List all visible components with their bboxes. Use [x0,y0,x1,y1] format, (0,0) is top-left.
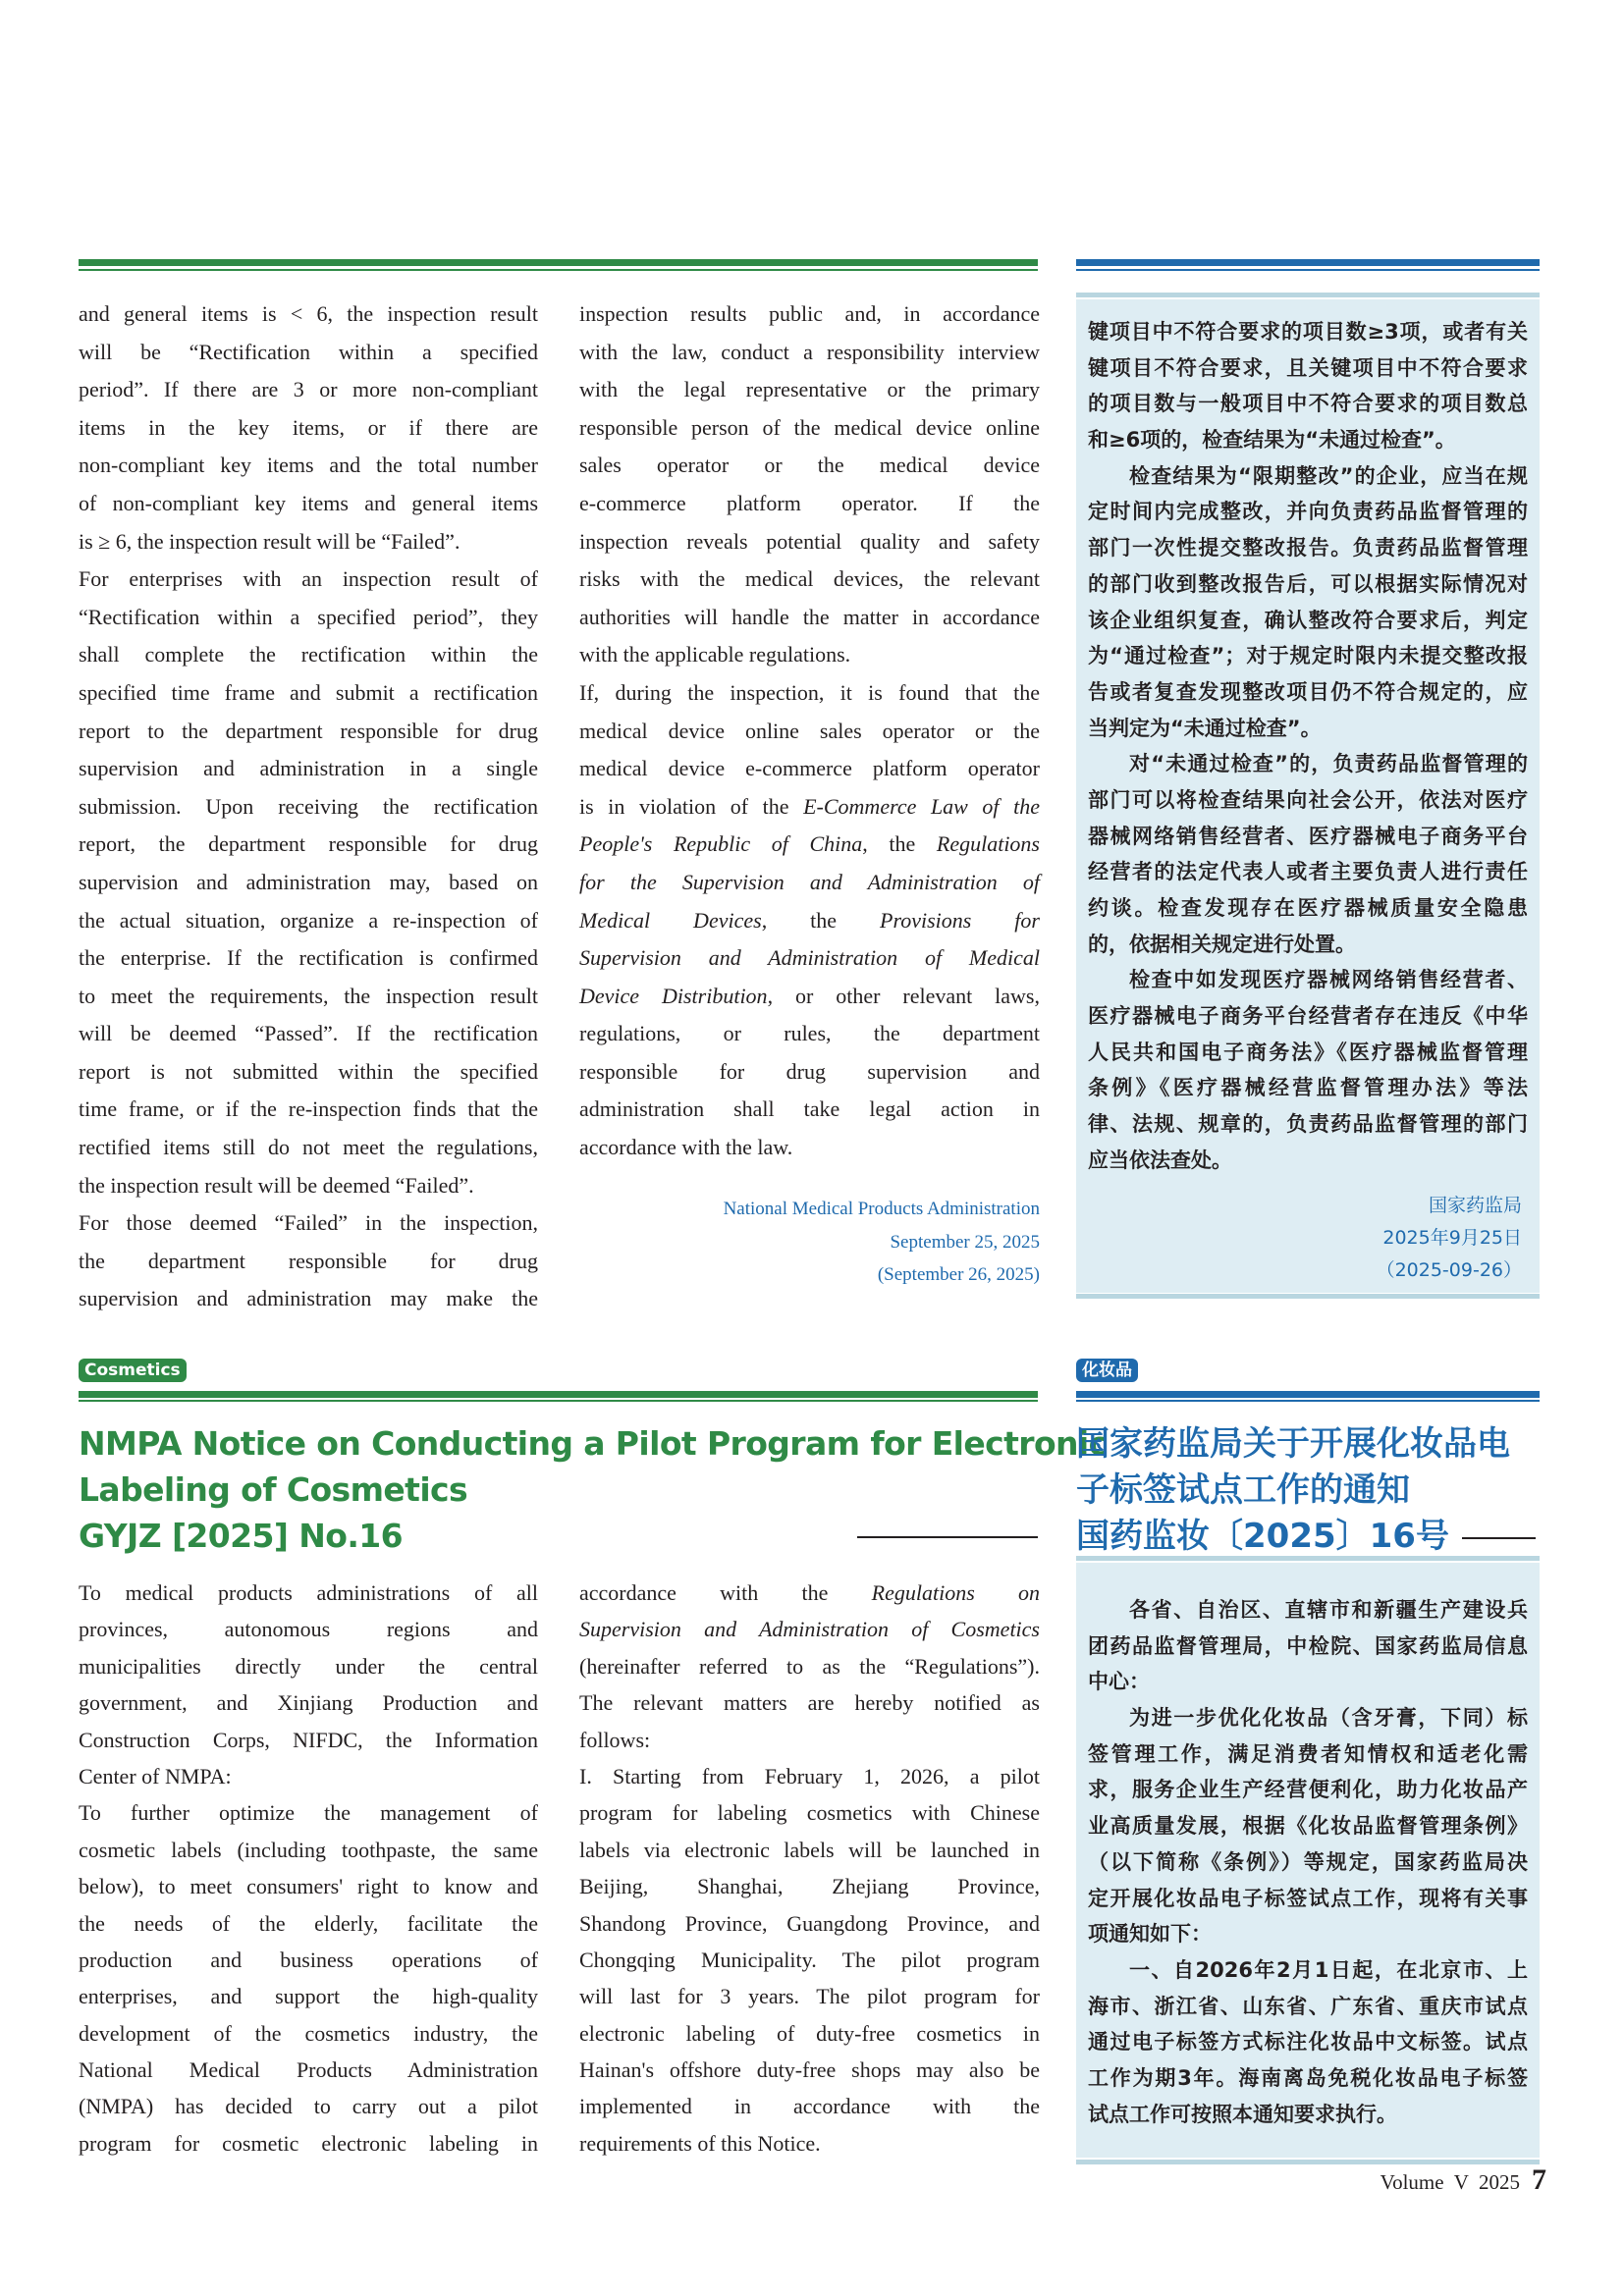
text-line: report to the department responsible for drug [79,718,538,743]
text-line: Device Distribution, or other relevant laws, [579,983,1040,1008]
cosmetics-chinese-text [1088,1592,1528,2132]
text-line: To medical products administrations of all [79,1580,538,1605]
text-line: 业高质量发展，根据《化妆品监督管理条例》 [1088,1814,1528,1839]
text-line: the department responsible for drug [79,1248,538,1273]
text-line: 定开展化妆品电子标签试点工作，现将有关事 [1088,1886,1528,1910]
paragraph [579,295,1040,674]
text-line: For enterprises with an inspection result of [79,566,538,592]
top-english-column-1 [79,295,538,1318]
text-line: National Medical Products Administration [79,2057,538,2083]
text-line: 通过电子标签方式标注化妆品中文标签。试点 [1088,2030,1528,2055]
text-line: shall complete the rectification within the [79,642,538,667]
text-line: 人民共和国电子商务法》《医疗器械监督管理 [1088,1040,1528,1064]
text-line: 求，服务企业生产经营便利化，助力化妆品产 [1088,1778,1528,1802]
paragraph [579,1758,1040,2162]
text-line: submission. Upon receiving the rectification [79,793,538,819]
text-line: e-commerce platform operator. If the [579,490,1040,515]
chinese-signature [1088,1190,1522,1287]
title-rule [857,1536,1038,1538]
text-line: period”. If there are 3 or more non-compliant [79,377,538,402]
text-line: the enterprise. If the rectification is confirmed [79,945,538,971]
text-line: production and business operations of [79,1947,538,1972]
italic-title: Medical Devices [579,907,762,933]
text-line: People's Republic of China, the Regulations [579,831,1040,857]
text-line: 一、自2026年2月1日起，在北京市、上 [1129,1957,1528,1982]
document-number-zh: 国药监妆〔2025〕16号 [1076,1517,1449,1556]
text-line: the actual situation, organize a re-inspection of [79,907,538,933]
text-line: supervision and administration may make the [79,1286,538,1311]
text-line: Chongqing Municipality. The pilot program [579,1947,1040,1972]
text-line: and general items is < 6, the inspection result [79,301,538,326]
text-line: 部门一次性提交整改报告。负责药品监督管理 [1088,536,1528,561]
volume-label: Volume V 2025 [1380,2170,1520,2194]
paragraph [1088,314,1528,458]
text-line: inspection reveals potential quality and safety [579,528,1040,554]
text-line: If, during the inspection, it is found that the [579,679,1040,705]
paragraph [79,561,538,1204]
text-line: (NMPA) has decided to carry out a pilot [79,2094,538,2119]
panel2-top-rule [1076,1556,1540,1561]
text-line: enterprises, and support the high-quality [79,1984,538,2009]
text-line: 器械网络销售经营者、医疗器械电子商务平台 [1088,824,1528,848]
italic-title: People's Republic of China [579,831,863,857]
title-line: NMPA Notice on Conducting a Pilot Program for Electronic [79,1424,1108,1463]
cosmetics-english-column-1 [79,1575,538,2162]
text-line: medical device e-commerce platform operator [579,756,1040,781]
text-line: 部门可以将检查结果向社会公开，依法对医疗 [1088,787,1528,812]
text-line: 键项目不符合要求，且关键项目中不符合要求 [1088,355,1528,380]
italic-title: Provisions for [880,907,1040,933]
text-line: responsible person of the medical device online [579,414,1040,440]
signature-agency-zh: 国家药监局 [1428,1195,1522,1216]
top-rule-blue [1076,259,1540,266]
text-line: 的部门收到整改报告后，可以根据实际情况对 [1088,571,1528,596]
panel-bottom-rule [1076,1294,1540,1299]
text-line: Construction Corps, NIFDC, the Information [79,1727,538,1752]
title-rule-zh [1462,1537,1536,1539]
section-badge-cosmetics-zh: 化妆品 [1076,1359,1138,1382]
text-line: Shandong Province, Guangdong Province, and [579,1910,1040,1936]
text-line: 键项目中不符合要求的项目数≥3项，或者有关 [1088,320,1528,344]
text-line: non-compliant key items and the total number [79,453,538,478]
text-line: 经营者的法定代表人或者主要负责人进行责任 [1088,860,1528,884]
text-line: 签管理工作，满足消费者知情权和适老化需 [1088,1741,1528,1766]
text-line: program for cosmetic electronic labeling in [79,2130,538,2156]
text-line: 为进一步优化化妆品（含牙膏，下同）标 [1129,1706,1528,1731]
text-line: I. Starting from February 1, 2026, a pilot [579,1763,1040,1789]
top-chinese-text [1088,314,1528,1179]
paragraph [579,1575,1040,1758]
text-line: 各省、自治区、直辖市和新疆生产建设兵 [1129,1598,1528,1622]
title-line-zh: 子标签试点工作的通知 [1076,1470,1410,1510]
text-line: items in the key items, or if there are [79,414,538,440]
section-rule-blue-thin [1076,1400,1540,1402]
paragraph [1088,962,1528,1178]
text-line: supervision and administration in a single [79,756,538,781]
text-line: report, the department responsible for drug [79,831,538,857]
text-line: is ≥ 6, the inspection result will be “Failed”. [79,528,460,554]
text-line: labels via electronic labels will be launched in [579,1837,1040,1862]
section-rule-green [79,1391,1038,1398]
page-number: 7 [1532,2163,1546,2196]
signature-publish-date: (September 26, 2025) [877,1264,1040,1285]
text-line: 该企业组织复查，确认整改符合要求后，判定 [1088,608,1528,632]
page-footer [1276,2163,1546,2197]
text-line: For those deemed “Failed” in the inspection, [79,1210,538,1236]
text-line: with the law, conduct a responsibility interview [579,339,1040,364]
text-line: accordance with the law. [579,1135,793,1160]
text-line: 和≥6项的，检查结果为“未通过检查”。 [1088,428,1456,453]
italic-title: E-Commerce Law of the [803,793,1041,819]
cosmetics-english-column-2 [579,1575,1040,2162]
section-rule-green-thin [79,1400,1038,1402]
text-line: program for labeling cosmetics with Chinese [579,1800,1040,1826]
text-line: 的，依据相关规定进行处置。 [1088,932,1356,956]
italic-title: for the Supervision and Administration of [579,869,1040,894]
text-line: rectified items still do not meet the regulations, [79,1135,538,1160]
text-line: of non-compliant key items and general items [79,490,538,515]
signature-agency: National Medical Products Administration [723,1199,1040,1219]
text-line: supervision and administration may, based on [79,869,538,894]
text-line: “Rectification within a specified period”, they [79,604,538,629]
text-line: 试点工作可按照本通知要求执行。 [1088,2102,1397,2126]
top-rule-green-thin [79,269,1038,271]
title-line: Labeling of Cosmetics [79,1470,468,1509]
text-line: provinces, autonomous regions and [79,1617,538,1642]
text-line: below), to meet consumers' right to know and [79,1874,538,1899]
text-line: the inspection result will be deemed “Failed”. [79,1172,474,1198]
text-line: report is not submitted within the specified [79,1058,538,1084]
paragraph [1088,458,1528,747]
text-line: 为“通过检查”；对于规定时限内未提交整改报 [1088,644,1528,668]
signature-publish-date-zh: （2025-09-26） [1376,1259,1522,1281]
text-line: 中心： [1088,1670,1150,1694]
text-line: 工作为期3年。海南离岛免税化妆品电子标签 [1088,2065,1528,2090]
text-line: 条例》《医疗器械经营监督管理办法》等法 [1088,1076,1528,1100]
text-line: 告或者复查发现整改项目仍不符合规定的，应 [1088,679,1528,704]
text-line: 海市、浙江省、山东省、广东省、重庆市试点 [1088,1994,1528,2018]
text-line: 律、法规、规章的，负责药品监督管理的部门 [1088,1112,1528,1137]
text-line: 的项目数与一般项目中不符合要求的项目数总 [1088,392,1528,416]
english-signature [579,1193,1040,1292]
text-line: government, and Xinjiang Production and [79,1690,538,1716]
text-line: will be deemed “Passed”. If the rectification [79,1021,538,1046]
text-line: 当判定为“未通过检查”。 [1088,716,1322,740]
paragraph [1088,746,1528,962]
text-line: with the legal representative or the primary [579,377,1040,402]
paragraph [79,295,538,561]
text-line: development of the cosmetics industry, the [79,2020,538,2046]
top-rule-green [79,259,1038,266]
text-line: cosmetic labels (including toothpaste, the same [79,1837,538,1862]
text-line: will last for 3 years. The pilot program for [579,1984,1040,2009]
text-line: 应当依法查处。 [1088,1148,1232,1172]
text-line [579,939,1040,978]
document-number: GYJZ [2025] No.16 [79,1517,403,1555]
text-line [579,864,1040,902]
italic-title: Device Distribution [579,983,768,1008]
paragraph [79,1794,538,2162]
text-line: the needs of the elderly, facilitate the [79,1910,538,1936]
text-line: administration shall take legal action in [579,1096,1040,1122]
paragraph [1088,1700,1528,1952]
paragraph [79,1575,538,1794]
top-rule-blue-thin [1076,269,1540,271]
text-line [579,1611,1040,1647]
text-line: 检查结果为“限期整改”的企业，应当在规 [1129,463,1528,488]
text-line: To further optimize the management of [79,1800,538,1826]
text-line: 项通知如下： [1088,1922,1212,1947]
text-line: risks with the medical devices, the relevant [579,566,1040,592]
text-line: authorities will handle the matter in accordance [579,604,1040,629]
italic-title: Supervision and Administration of Cosmetics [579,1617,1040,1642]
text-line: medical device online sales operator or the [579,718,1040,743]
text-line: time frame, or if the re-inspection finds that the [79,1096,538,1122]
top-english-column-2 [579,295,1040,1167]
text-line: is in violation of the E-Commerce Law of the [579,793,1041,819]
text-line: requirements of this Notice. [579,2130,821,2156]
text-line: implemented in accordance with the [579,2094,1040,2119]
text-line: Beijing, Shanghai, Zhejiang Province, [579,1874,1040,1899]
italic-title: Regulations [936,831,1040,857]
text-line: sales operator or the medical device [579,453,1040,478]
italic-title: Supervision and Administration of Medical [579,945,1040,971]
text-line: electronic labeling of duty-free cosmetics in [579,2020,1040,2046]
text-line: 约谈。检查发现存在医疗器械质量安全隐患 [1088,896,1528,920]
text-line: follows: [579,1727,651,1752]
paragraph [1088,1952,1528,2132]
text-line: Center of NMPA: [79,1763,232,1789]
text-line: specified time frame and submit a rectification [79,679,538,705]
paragraph [579,674,1040,1167]
text-line: municipalities directly under the central [79,1653,538,1679]
text-line: The relevant matters are hereby notified as [579,1690,1040,1716]
section-badge-cosmetics: Cosmetics [79,1359,187,1382]
text-line: (hereinafter referred to as the “Regulations”). [579,1653,1040,1679]
panel-top-rule [1076,293,1540,297]
text-line: Medical Devices, the Provisions for [579,907,1040,933]
section-rule-blue [1076,1391,1540,1398]
text-line: inspection results public and, in accordance [579,301,1040,326]
text-line: Hainan's offshore duty-free shops may also be [579,2057,1040,2083]
signature-date-zh: 2025年9月25日 [1382,1227,1522,1249]
signature-date: September 25, 2025 [890,1231,1040,1253]
text-line: regulations, or rules, the department [579,1021,1040,1046]
text-line: （以下简称《条例》）等规定，国家药监局决 [1088,1849,1528,1874]
italic-title: Regulations on [871,1580,1041,1605]
text-line: 定时间内完成整改，并向负责药品监督管理的 [1088,500,1528,524]
text-line: 检查中如发现医疗器械网络销售经营者、 [1129,968,1528,992]
paragraph [1088,1592,1528,1700]
text-line: 团药品监督管理局，中检院、国家药监局信息 [1088,1633,1528,1658]
text-line: will be “Rectification within a specified [79,339,538,364]
text-line: with the applicable regulations. [579,642,851,667]
text-line: to meet the requirements, the inspection result [79,983,538,1008]
text-line: 医疗器械电子商务平台经营者存在违反《中华 [1088,1004,1528,1029]
text-line: 对“未通过检查”的，负责药品监督管理的 [1129,752,1528,776]
text-line: accordance with the Regulations on [579,1580,1041,1605]
text-line: responsible for drug supervision and [579,1058,1040,1084]
title-line-zh: 国家药监局关于开展化妆品电 [1076,1424,1510,1464]
paragraph [79,1204,538,1318]
